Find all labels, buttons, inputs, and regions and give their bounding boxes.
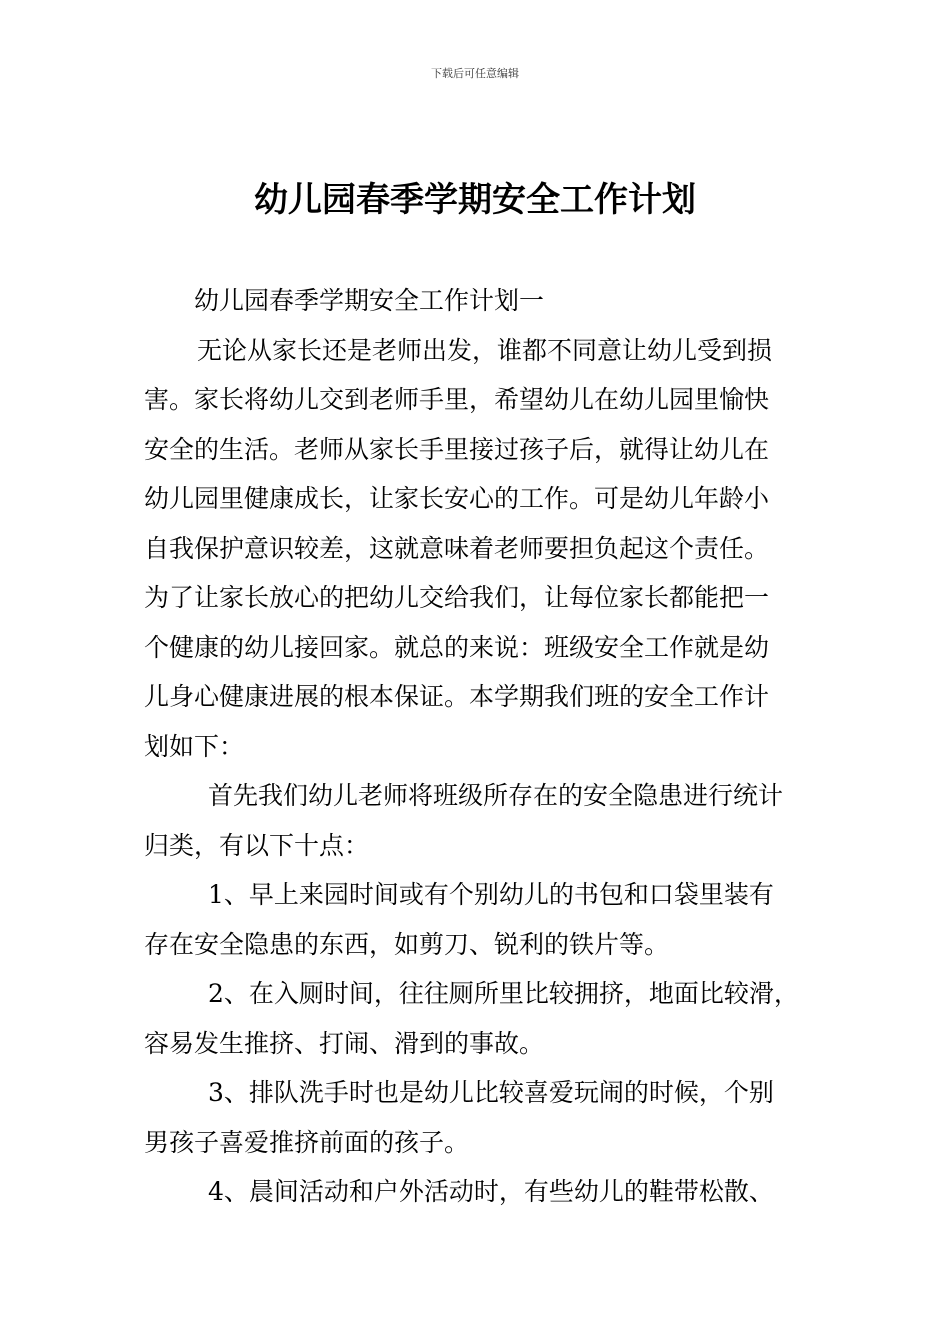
text-line: 无论从家长还是老师出发，谁都不同意让幼儿受到损 [197, 335, 773, 365]
document-title: 幼儿园春季学期安全工作计划 [254, 180, 696, 220]
list-item-line: 1、早上来园时间或有个别幼儿的书包和口袋里装有 [208, 880, 774, 909]
list-item-line: 3、排队洗手时也是幼儿比较喜爱玩闹的时候，个别 [208, 1078, 774, 1107]
text-line: 划如下： [144, 731, 245, 761]
text-line: 儿身心健康进展的根本保证。本学期我们班的安全工作计 [144, 682, 770, 711]
text-line: 个健康的幼儿接回家。就总的来说：班级安全工作就是幼 [144, 632, 770, 662]
list-item-line: 容易发生推挤、打闹、滑到的事故。 [144, 1028, 545, 1058]
list-item-line: 2、在入厕时间，往往厕所里比较拥挤，地面比较滑， [208, 979, 799, 1008]
document-body [144, 276, 810, 1217]
text-line: 安全的生活。老师从家长手里接过孩子后，就得让幼儿在 [144, 434, 770, 464]
list-item-line: 男孩子喜爱推挤前面的孩子。 [144, 1127, 470, 1157]
text-line: 归类，有以下十点： [144, 830, 370, 860]
text-line: 为了让家长放心的把幼儿交给我们，让每位家长都能把一 [144, 583, 770, 612]
list-item-line: 存在安全隐患的东西，如剪刀、锐利的铁片等。 [144, 929, 670, 959]
text-line: 首先我们幼儿老师将班级所存在的安全隐患进行统计 [208, 781, 784, 810]
list-item-line: 4、晨间活动和户外活动时，有些幼儿的鞋带松散、 [208, 1177, 774, 1206]
text-line: 害。家长将幼儿交到老师手里，希望幼儿在幼儿园里愉快 [144, 385, 770, 414]
text-line: 自我保护意识较差，这就意味着老师要担负起这个责任。 [144, 533, 770, 563]
section-subtitle: 幼儿园春季学期安全工作计划一 [194, 286, 545, 315]
text-line: 幼儿园里健康成长，让家长安心的工作。可是幼儿年龄小 [144, 484, 770, 513]
header-note: 下载后可任意编辑 [431, 67, 519, 80]
